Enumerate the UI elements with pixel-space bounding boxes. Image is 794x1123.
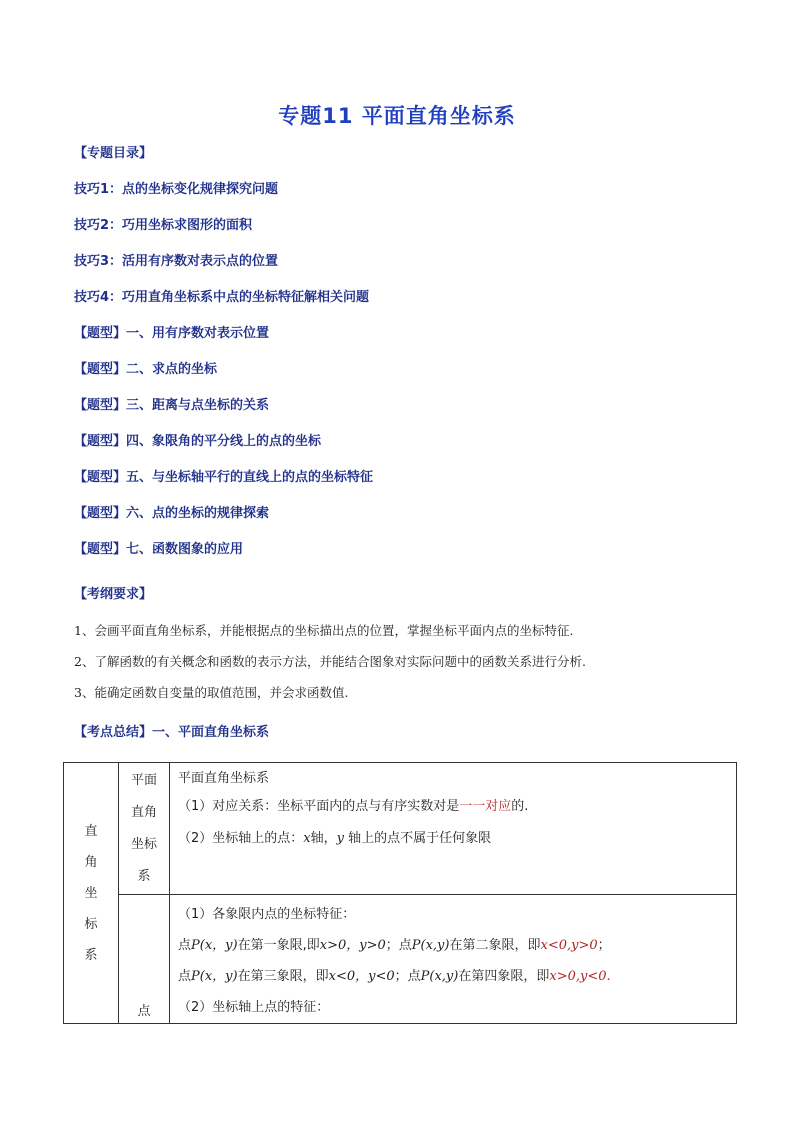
row1-label-part: 系 [137, 869, 151, 884]
toc-header: 【专题目录】 [74, 146, 153, 161]
requirements-header: 【考纲要求】 [74, 587, 153, 602]
row1-label-cell [119, 763, 170, 895]
requirement-1: 1、会画平面直角坐标系，并能根据点的坐标描出点的位置，掌握坐标平面内点的坐标特征. [74, 623, 574, 638]
row1-label-part: 直角 [130, 805, 157, 820]
toc-type-1[interactable]: 【题型】一、用有序数对表示位置 [74, 326, 270, 341]
toc-skill-2[interactable]: 技巧2：巧用坐标求图形的面积 [74, 218, 253, 233]
requirement-3: 3、能确定函数自变量的取值范围，并会求函数值. [74, 685, 349, 700]
summary-table [63, 762, 737, 1024]
toc-skill-3[interactable]: 技巧3：活用有序数对表示点的位置 [74, 254, 279, 269]
toc-type-6[interactable]: 【题型】六、点的坐标的规律探索 [74, 506, 270, 521]
main-label-char: 标 [84, 916, 98, 932]
main-label-char: 坐 [84, 885, 98, 901]
row1-item-1: （1）对应关系：坐标平面内的点与有序实数对是一一对应的. [178, 799, 529, 814]
main-label-cell [64, 763, 119, 1024]
row2-label-cell [119, 895, 170, 1024]
row1-label-part: 平面 [130, 773, 157, 788]
row2-item-2: （2）坐标轴上点的特征： [178, 1000, 330, 1015]
row1-content-cell [170, 763, 737, 895]
row2-quadrant-3-4: 点P(x，y)在第三象限，即x<0，y<0；点P(x,y)在第四象限，即x>0,y<0. [178, 969, 611, 984]
toc-skill-1[interactable]: 技巧1：点的坐标变化规律探究问题 [74, 182, 279, 197]
requirement-2: 2、了解函数的有关概念和函数的表示方法，并能结合图象对实际问题中的函数关系进行分析. [74, 654, 586, 669]
toc-skill-4[interactable]: 技巧4：巧用直角坐标系中点的坐标特征解相关问题 [74, 290, 370, 305]
toc-type-5[interactable]: 【题型】五、与坐标轴平行的直线上的点的坐标特征 [74, 470, 374, 485]
main-label-char: 角 [84, 854, 98, 870]
main-label-char: 系 [84, 947, 98, 963]
quadrant-2-condition: x<0,y>0 [540, 938, 598, 953]
toc-type-3[interactable]: 【题型】三、距离与点坐标的关系 [74, 398, 270, 413]
row2-item-1: （1）各象限内点的坐标特征： [178, 907, 356, 922]
row1-item-2: （2）坐标轴上的点：x轴，y 轴上的点不属于任何象限 [178, 831, 492, 846]
row2-content-cell [170, 895, 737, 1024]
row1-item-1-highlight: 一一对应 [459, 799, 512, 814]
summary-header: 【考点总结】一、平面直角坐标系 [74, 725, 270, 740]
row2-label: 点 [137, 1004, 151, 1019]
row1-title: 平面直角坐标系 [178, 771, 270, 786]
toc-type-4[interactable]: 【题型】四、象限角的平分线上的点的坐标 [74, 434, 322, 449]
main-label-char: 直 [84, 823, 98, 839]
row2-quadrant-1-2: 点P(x，y)在第一象限,即x>0，y>0；点P(x,y)在第二象限，即x<0,y>0； [178, 938, 611, 953]
quadrant-4-condition: x>0,y<0. [549, 969, 611, 984]
row1-label-part: 坐标 [130, 837, 157, 852]
toc-type-7[interactable]: 【题型】七、函数图象的应用 [74, 542, 244, 557]
page-title: 专题11 平面直角坐标系 [278, 104, 516, 128]
toc-type-2[interactable]: 【题型】二、求点的坐标 [74, 362, 218, 377]
